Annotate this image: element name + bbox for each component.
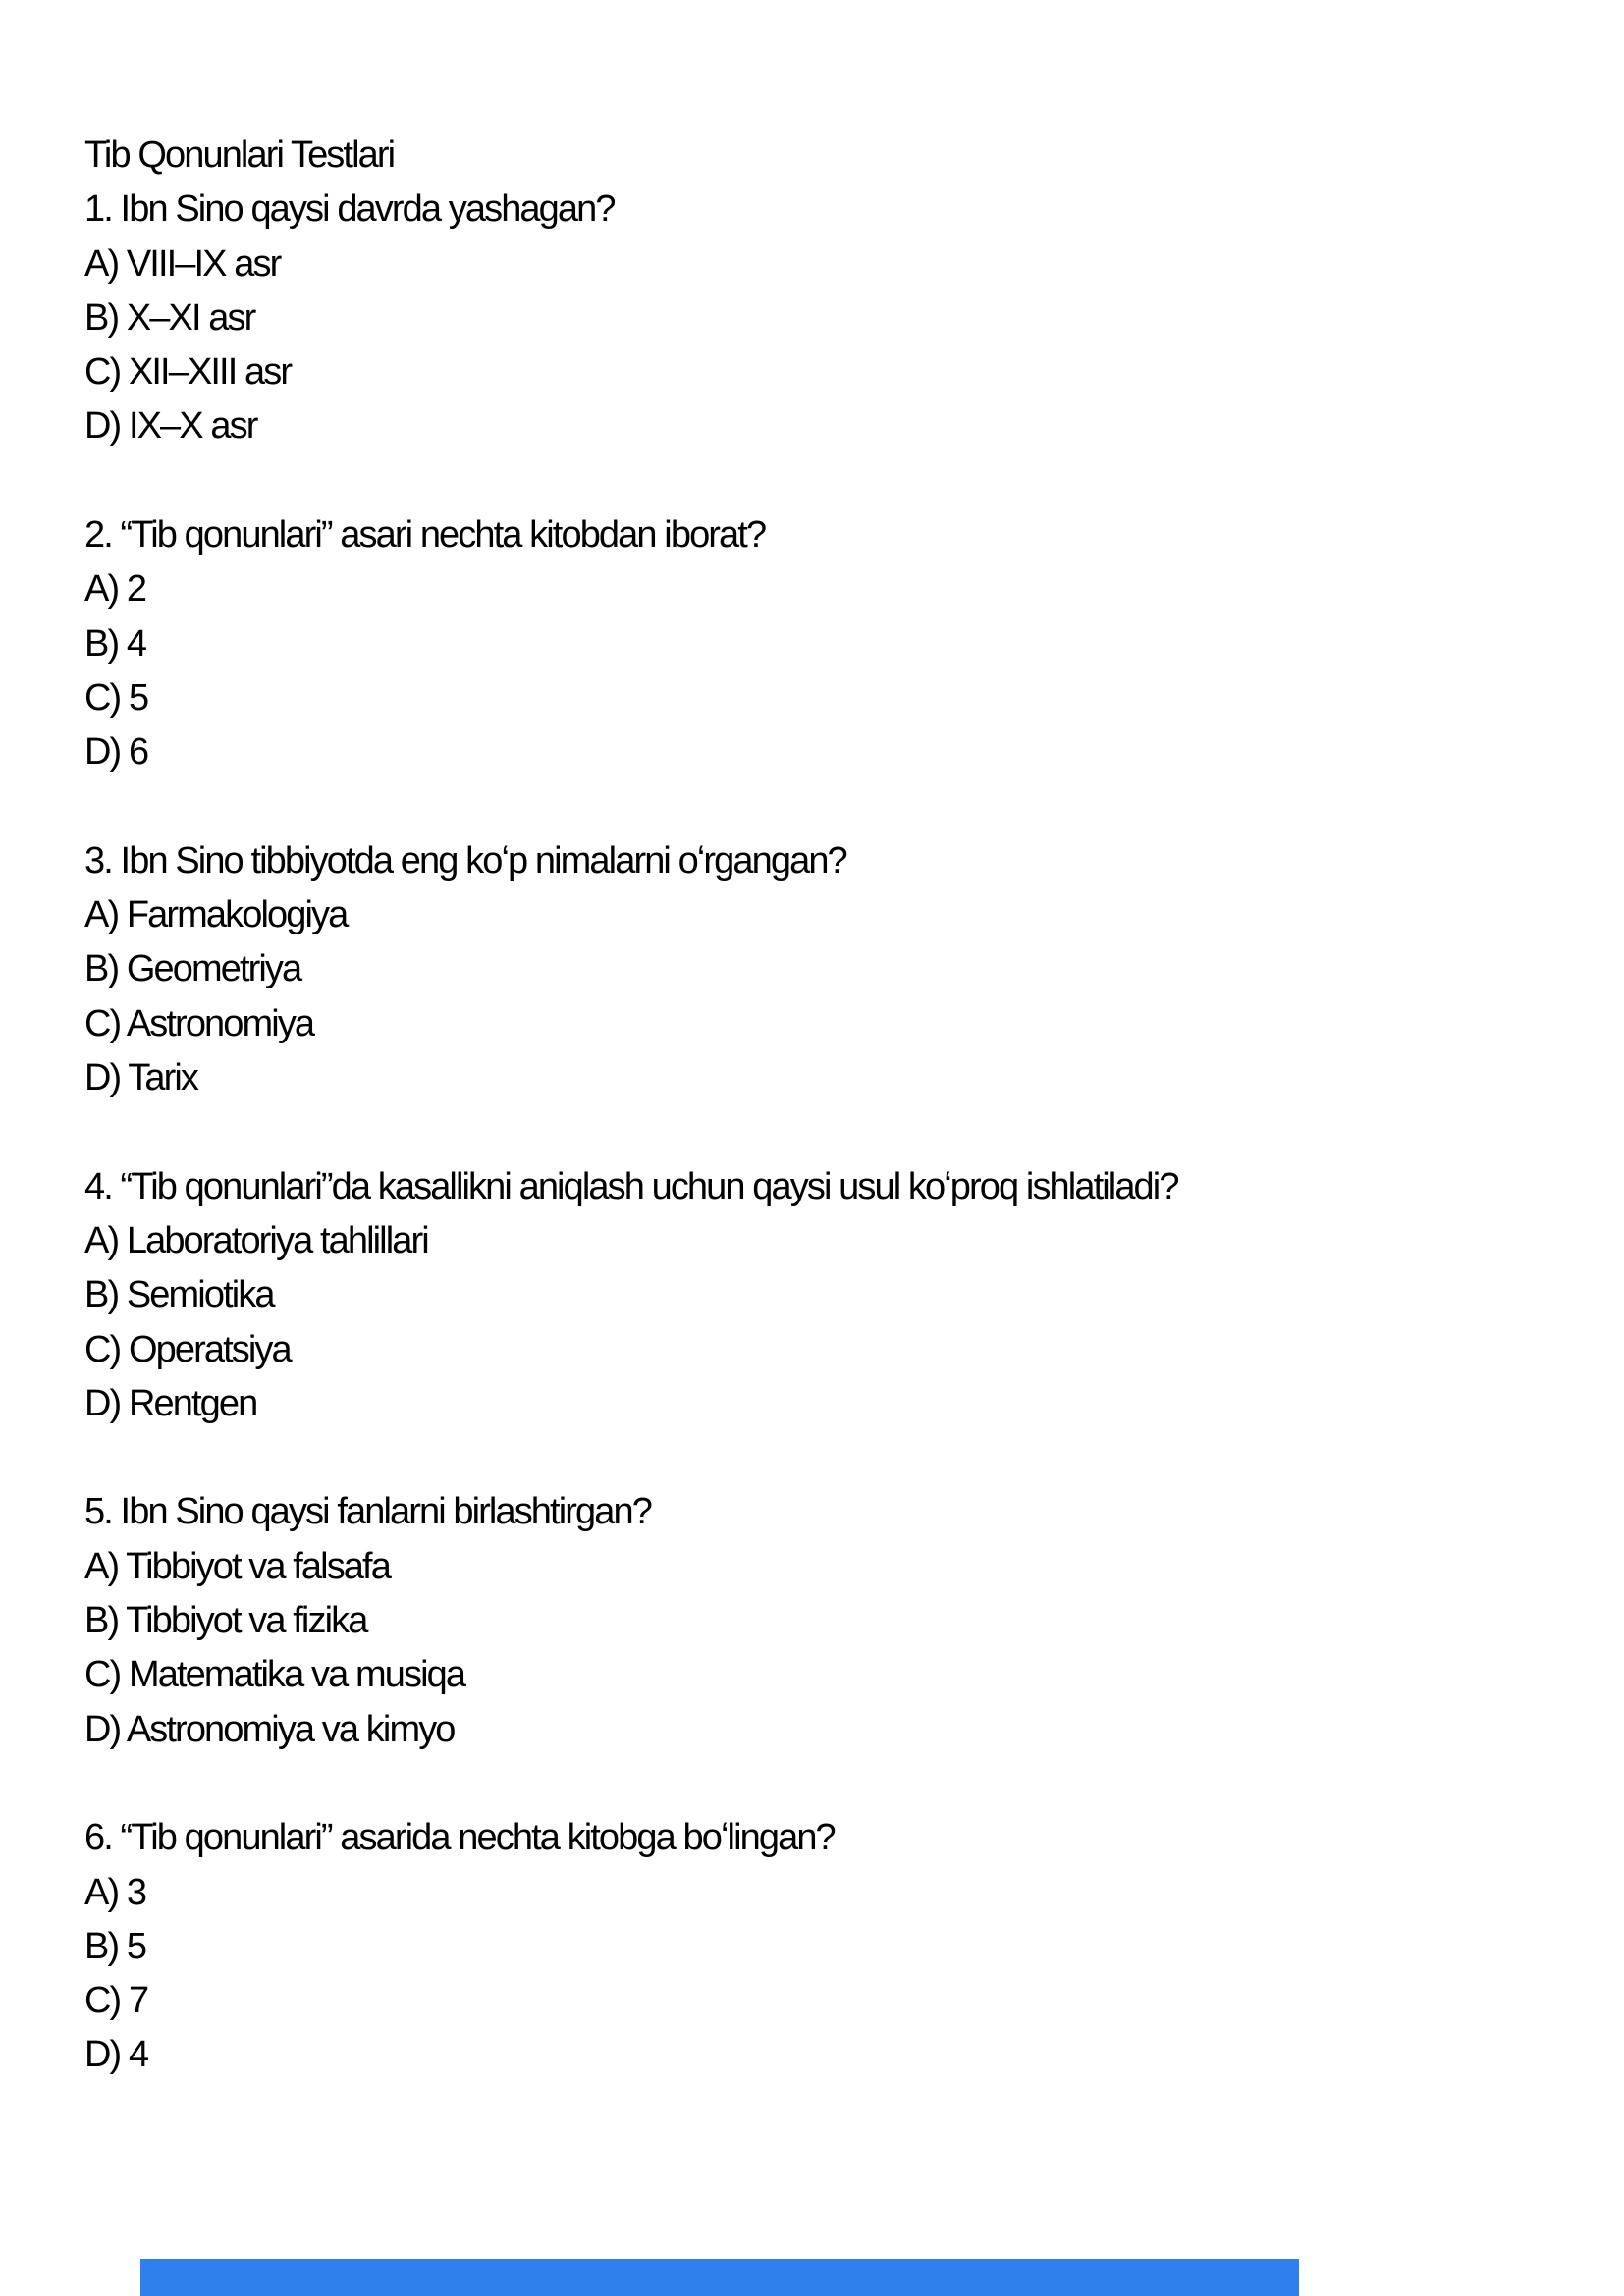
option-c: C) 5 bbox=[84, 676, 148, 719]
question-text: 3. Ibn Sino tibbiyotda eng koʻp nimalarni oʻrgangan? bbox=[84, 839, 846, 881]
option-a: A) Laboratoriya tahlillari bbox=[84, 1219, 428, 1261]
option-d: D) Tarix bbox=[84, 1057, 197, 1099]
option-d: D) 6 bbox=[84, 731, 148, 774]
question-text: 6. “Tib qonunlari” asarida nechta kitobga boʻlingan? bbox=[84, 1817, 835, 1859]
question-block-1 bbox=[84, 183, 1565, 454]
option-b: B) Tibbiyot va fizika bbox=[84, 1600, 367, 1642]
option-a: A) 2 bbox=[84, 568, 146, 611]
option-d: D) Astronomiya va kimyo bbox=[84, 1708, 455, 1750]
option-d: D) 4 bbox=[84, 2034, 148, 2076]
option-a: A) VIII–IX asr bbox=[84, 242, 281, 285]
option-b: B) 5 bbox=[84, 1925, 146, 1967]
question-block-3 bbox=[84, 834, 1565, 1105]
option-b: B) X–XI asr bbox=[84, 296, 255, 339]
option-c: C) Matematika va musiqa bbox=[84, 1654, 465, 1696]
option-c: C) Astronomiya bbox=[84, 1002, 314, 1044]
question-block-5 bbox=[84, 1485, 1565, 1756]
question-block-2 bbox=[84, 508, 1565, 779]
bottom-blue-bar bbox=[140, 2259, 1299, 2296]
option-c: C) 7 bbox=[84, 1980, 148, 2022]
document-content bbox=[84, 129, 1565, 2137]
option-c: C) XII–XIII asr bbox=[84, 351, 292, 394]
option-b: B) Geometriya bbox=[84, 948, 301, 990]
option-c: C) Operatsiya bbox=[84, 1328, 291, 1370]
option-b: B) Semiotika bbox=[84, 1274, 274, 1316]
question-block-4 bbox=[84, 1160, 1565, 1431]
question-block-6 bbox=[84, 1811, 1565, 2082]
question-text: 5. Ibn Sino qaysi fanlarni birlashtirgan? bbox=[84, 1491, 651, 1533]
question-text: 1. Ibn Sino qaysi davrda yashagan? bbox=[84, 188, 615, 231]
option-a: A) Farmakologiya bbox=[84, 894, 348, 936]
option-a: A) 3 bbox=[84, 1871, 146, 1913]
option-a: A) Tibbiyot va falsafa bbox=[84, 1545, 390, 1587]
document-title: Tib Qonunlari Testlari bbox=[84, 134, 395, 176]
option-b: B) 4 bbox=[84, 622, 146, 665]
question-text: 4. “Tib qonunlari”da kasallikni aniqlash uchun qaysi usul koʻproq ishlatiladi? bbox=[84, 1165, 1178, 1207]
question-text: 2. “Tib qonunlari” asari nechta kitobdan iborat? bbox=[84, 514, 766, 557]
option-d: D) Rentgen bbox=[84, 1382, 257, 1424]
option-d: D) IX–X asr bbox=[84, 405, 257, 448]
